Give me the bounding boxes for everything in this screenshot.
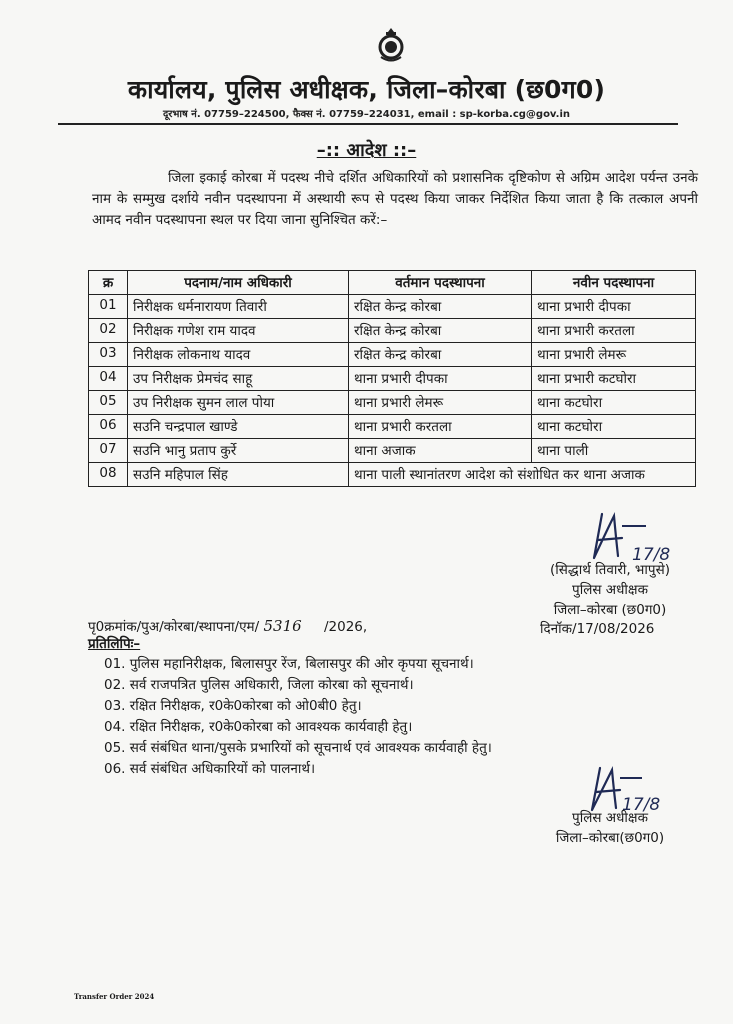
table-header-row: [89, 271, 696, 295]
signature-1-mark: 17/8: [632, 545, 671, 565]
reference-prefix: पृ0क्रमांक/पुअ/कोरबा/स्थापना/एम/: [88, 619, 260, 635]
order-body: जिला इकाई कोरबा में पदस्थ नीचे दर्शित अधिकारियों को प्रशासनिक दृष्टिकोण से अग्रिम आदेश पर्यन्त उनके नाम के सम्मुख दर्शाये नवीन पदस्थापना में अस्थायी रूप से पदस्थ किया जाकर निर्देशित किया जाता है कि तत्काल अपनी आमद नवीन पदस्थापना स्थल पर दिया जाना सुनिश्चित करें:–: [92, 170, 698, 228]
reference-number: [88, 617, 367, 635]
column-header-name: पदनाम/नाम अधिकारी: [128, 271, 349, 295]
table-row: [89, 463, 696, 487]
list-item: 02. सर्व राजपत्रित पुलिस अधिकारी, जिला कोरबा को सूचनार्थ।: [104, 677, 414, 693]
order-date: [540, 619, 654, 637]
serial-cell: 06: [89, 415, 128, 439]
date-value: /17/08/2026: [572, 621, 655, 637]
signature-1: [588, 508, 684, 566]
order-title: [0, 138, 733, 162]
current-posting-cell: थाना प्रभारी दीपका: [349, 367, 532, 391]
office-title: कार्यालय, पुलिस अधीक्षक, जिला–कोरबा (छ0ग0): [127, 75, 606, 104]
footer-label: Transfer Order 2024: [74, 992, 155, 1001]
new-posting-cell: थाना प्रभारी करतला: [532, 319, 696, 343]
copy-heading: प्रतिलिपिः–: [88, 636, 141, 652]
list-item: 05. सर्व संबंधित थाना/पुसके प्रभारियों को सूचनार्थ एवं आवश्यक कार्यवाही हेतु।: [104, 740, 492, 756]
date-label: दिनॉक: [540, 621, 573, 637]
reference-year: /2026,: [323, 619, 368, 635]
column-header-serial: क्र: [89, 271, 128, 295]
header-divider: [58, 123, 678, 125]
table-row: [89, 367, 696, 391]
reference-handwritten-number: 5316: [263, 617, 302, 635]
copy-list: [104, 654, 492, 780]
current-posting-cell: थाना अजाक: [349, 439, 532, 463]
new-posting-cell: थाना पाली: [532, 439, 696, 463]
officer-name-cell: उप निरीक्षक प्रेमचंद साहू: [128, 367, 349, 391]
current-posting-cell: थाना प्रभारी लेमरू: [349, 391, 532, 415]
current-posting-cell: रक्षित केन्द्र कोरबा: [349, 343, 532, 367]
table-row: [89, 295, 696, 319]
order-title-text: –:: आदेश ::–: [316, 140, 417, 161]
serial-cell: 02: [89, 319, 128, 343]
table-row: [89, 391, 696, 415]
current-posting-cell: रक्षित केन्द्र कोरबा: [349, 295, 532, 319]
new-posting-cell: थाना प्रभारी दीपका: [532, 295, 696, 319]
officer-name-cell: निरीक्षक लोकनाथ यादव: [128, 343, 349, 367]
column-header-current-posting: वर्तमान पदस्थापना: [349, 271, 532, 295]
officer-name-cell: सउनि चन्द्रपाल खाण्डे: [128, 415, 349, 439]
signature-2-mark: 17/8: [622, 795, 661, 815]
serial-cell: 03: [89, 343, 128, 367]
new-posting-cell: थाना प्रभारी कटघोरा: [532, 367, 696, 391]
signatory-name: (सिद्धार्थ तिवारी, भापुसे): [550, 562, 670, 578]
police-emblem-icon: [375, 27, 407, 65]
serial-cell: 04: [89, 367, 128, 391]
new-posting-cell: थाना कटघोरा: [532, 391, 696, 415]
officer-name-cell: सउनि महिपाल सिंह: [128, 463, 349, 487]
officer-name-cell: उप निरीक्षक सुमन लाल पोया: [128, 391, 349, 415]
table-row: [89, 439, 696, 463]
current-posting-cell: रक्षित केन्द्र कोरबा: [349, 319, 532, 343]
serial-cell: 07: [89, 439, 128, 463]
signatory-designation: पुलिस अधीक्षक: [572, 810, 648, 826]
office-contact: दूरभाष नं. 07759–224500, फैक्स नं. 07759–224031, email : sp-korba.cg@gov.in: [162, 109, 570, 120]
list-item: 06. सर्व संबंधित अधिकारियों को पालनार्थ।: [104, 761, 316, 777]
serial-cell: 08: [89, 463, 128, 487]
signatory-designation: पुलिस अधीक्षक: [572, 582, 648, 598]
serial-cell: 05: [89, 391, 128, 415]
table-row: [89, 319, 696, 343]
signatory-district: जिला–कोरबा(छ0ग0): [555, 830, 665, 846]
table-row: [89, 415, 696, 439]
officer-name-cell: निरीक्षक गणेश राम यादव: [128, 319, 349, 343]
table-row: [89, 343, 696, 367]
new-posting-cell: थाना प्रभारी लेमरू: [532, 343, 696, 367]
officer-name-cell: निरीक्षक धर्मनारायण तिवारी: [128, 295, 349, 319]
list-item: 01. पुलिस महानिरीक्षक, बिलासपुर रेंज, बिलासपुर की ओर कृपया सूचनार्थ।: [104, 656, 474, 672]
transfer-table: [88, 270, 696, 487]
signatory-district: जिला–कोरबा (छ0ग0): [553, 602, 667, 618]
list-item: 03. रक्षित निरीक्षक, र0के0कोरबा को ओ0बी0 हेतु।: [104, 698, 362, 714]
current-posting-cell: थाना प्रभारी करतला: [349, 415, 532, 439]
column-header-new-posting: नवीन पदस्थापना: [532, 271, 696, 295]
posting-note-cell: थाना पाली स्थानांतरण आदेश को संशोधित कर थाना अजाक: [349, 463, 696, 487]
serial-cell: 01: [89, 295, 128, 319]
list-item: 04. रक्षित निरीक्षक, र0के0कोरबा को आवश्यक कार्यवाही हेतु।: [104, 719, 413, 735]
officer-name-cell: सउनि भानु प्रताप कुर्रे: [128, 439, 349, 463]
signatory-1-block: [520, 560, 700, 620]
signatory-2-block: [520, 808, 700, 848]
new-posting-cell: थाना कटघोरा: [532, 415, 696, 439]
